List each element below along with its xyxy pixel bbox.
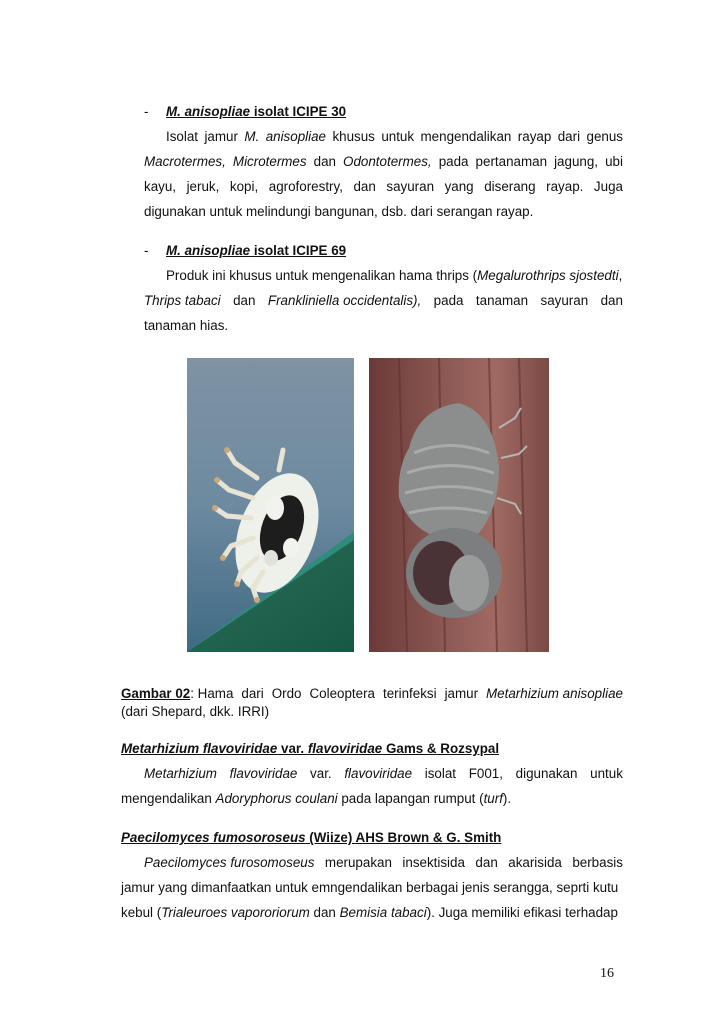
text-run: , — [618, 268, 623, 283]
word: untuk — [381, 129, 415, 144]
word: dari — [557, 129, 581, 144]
heading-text: Gams & Rozsypal — [382, 741, 500, 756]
text-run: dan — [309, 905, 340, 920]
word: insektisida — [402, 855, 465, 870]
word: akarisida — [508, 855, 562, 870]
word: Ordo — [271, 686, 302, 701]
paragraph-line — [144, 854, 623, 871]
word: ubi — [605, 154, 623, 169]
caption-label: Gambar 02 — [121, 686, 191, 701]
photo-infected-beetle-bark — [369, 358, 549, 652]
word: Juga — [593, 179, 623, 194]
text-run: ). Juga memiliki efikasi terhadap — [426, 905, 618, 920]
paragraph-line — [121, 904, 618, 921]
heading-species: flavoviridae — [307, 741, 383, 756]
paragraph-line — [144, 292, 623, 309]
paragraph-line: digunakan untuk melindungi bangunan, dsb. dari serangan rayap. — [144, 204, 534, 219]
section-heading-paecilomyces — [121, 829, 501, 846]
paragraph-line: jamur yang dimanfaatkan untuk emngendalikan berbagai jenis serangga, seprti kutu — [121, 880, 619, 895]
word: Metarhizium anisopliae — [486, 686, 623, 701]
word: flavoviridae — [344, 766, 413, 781]
word: F001, — [468, 766, 503, 781]
species-name: Bemisia tabaci — [339, 905, 427, 920]
word: jamur — [204, 129, 238, 144]
word: genus — [586, 129, 623, 144]
figure-caption-source: (dari Shepard, dkk. IRRI) — [121, 704, 270, 719]
word: Odontotermes, — [343, 154, 432, 169]
word: pada — [438, 154, 469, 169]
word: yang — [444, 179, 474, 194]
paragraph-line — [144, 178, 623, 195]
word: Coleoptera — [309, 686, 375, 701]
word: untuk — [590, 766, 623, 781]
word: dan — [475, 855, 498, 870]
text-run: Produk ini khusus untuk mengenalikan hama thrips ( — [166, 268, 478, 283]
paragraph-line — [144, 153, 623, 170]
word: Paecilomyces furosomoseus — [144, 855, 315, 870]
paragraph-line — [121, 790, 511, 807]
text-run: ). — [502, 791, 512, 806]
section-heading-icipe30 — [166, 103, 346, 120]
word: mengendalikan — [420, 129, 512, 144]
word: terinfeksi — [382, 686, 437, 701]
word: Frankliniella occidentalis), — [267, 293, 422, 308]
paragraph-line: tanaman hias. — [144, 318, 229, 333]
text-run: kebul ( — [121, 905, 162, 920]
species-name: Adoryphorus coulani — [215, 791, 338, 806]
text-run: turf — [483, 791, 503, 806]
word: jamur — [444, 686, 479, 701]
section-heading-icipe69 — [166, 242, 346, 259]
word: Macrotermes, — [144, 154, 226, 169]
word: dari — [241, 686, 264, 701]
word: flavoviridae — [229, 766, 298, 781]
word: kopi, — [229, 179, 259, 194]
heading-species: Paecilomyces fumosoroseus — [121, 830, 306, 845]
page-number: 16 — [600, 966, 614, 981]
word: digunakan — [515, 766, 578, 781]
word: Isolat — [166, 129, 199, 144]
word: sayuran — [386, 179, 435, 194]
word: rayap. — [546, 179, 584, 194]
word: rayap — [517, 129, 552, 144]
word: dan — [353, 179, 376, 194]
word: dan — [600, 293, 623, 308]
word: isolat — [424, 766, 457, 781]
word: Metarhizium — [144, 766, 217, 781]
word: M. — [244, 129, 260, 144]
word: pertanaman — [475, 154, 548, 169]
word: dan — [313, 154, 336, 169]
word: dan — [233, 293, 256, 308]
heading-species: Metarhizium flavoviridae — [121, 741, 278, 756]
beetle-leaf-image — [187, 358, 354, 652]
heading-text: (Wiize) AHS Brown & G. Smith — [305, 830, 502, 845]
beetle-bark-image — [369, 358, 549, 652]
heading-text: isolat ICIPE 30 — [250, 104, 347, 119]
word: jagung, — [554, 154, 599, 169]
word: pada — [433, 293, 464, 308]
word: kayu, — [144, 179, 177, 194]
word: diserang — [484, 179, 536, 194]
word: merupakan — [324, 855, 392, 870]
paragraph-line — [166, 267, 622, 284]
text-run: pada lapangan rumput ( — [337, 791, 484, 806]
word: anisopliae — [265, 129, 326, 144]
heading-species: M. anisopliae — [166, 104, 251, 119]
word: jeruk, — [186, 179, 220, 194]
species-name: Trialeuroes vapororiorum — [161, 905, 310, 920]
heading-species: M. anisopliae — [166, 243, 251, 258]
text-run: mengendalikan — [121, 791, 216, 806]
word: agroforestry, — [268, 179, 343, 194]
bullet-dash: - — [144, 104, 149, 119]
bullet-dash: - — [144, 243, 149, 258]
word: khusus — [332, 129, 375, 144]
paragraph-line — [166, 128, 623, 145]
word: berbasis — [572, 855, 623, 870]
section-heading-flavoviridae — [121, 740, 499, 757]
figure-caption-line — [121, 685, 623, 702]
word: var. — [310, 766, 332, 781]
word: Thrips tabaci — [144, 293, 221, 308]
photo-infected-beetle-leaf — [187, 358, 354, 652]
paragraph-line — [144, 765, 623, 782]
word: : Hama — [190, 686, 234, 701]
word: tanaman — [475, 293, 529, 308]
heading-text: var. — [277, 741, 308, 756]
word: sayuran — [540, 293, 589, 308]
word: Microtermes — [232, 154, 307, 169]
heading-text: isolat ICIPE 69 — [250, 243, 347, 258]
species-name: Megalurothrips sjostedti — [477, 268, 619, 283]
